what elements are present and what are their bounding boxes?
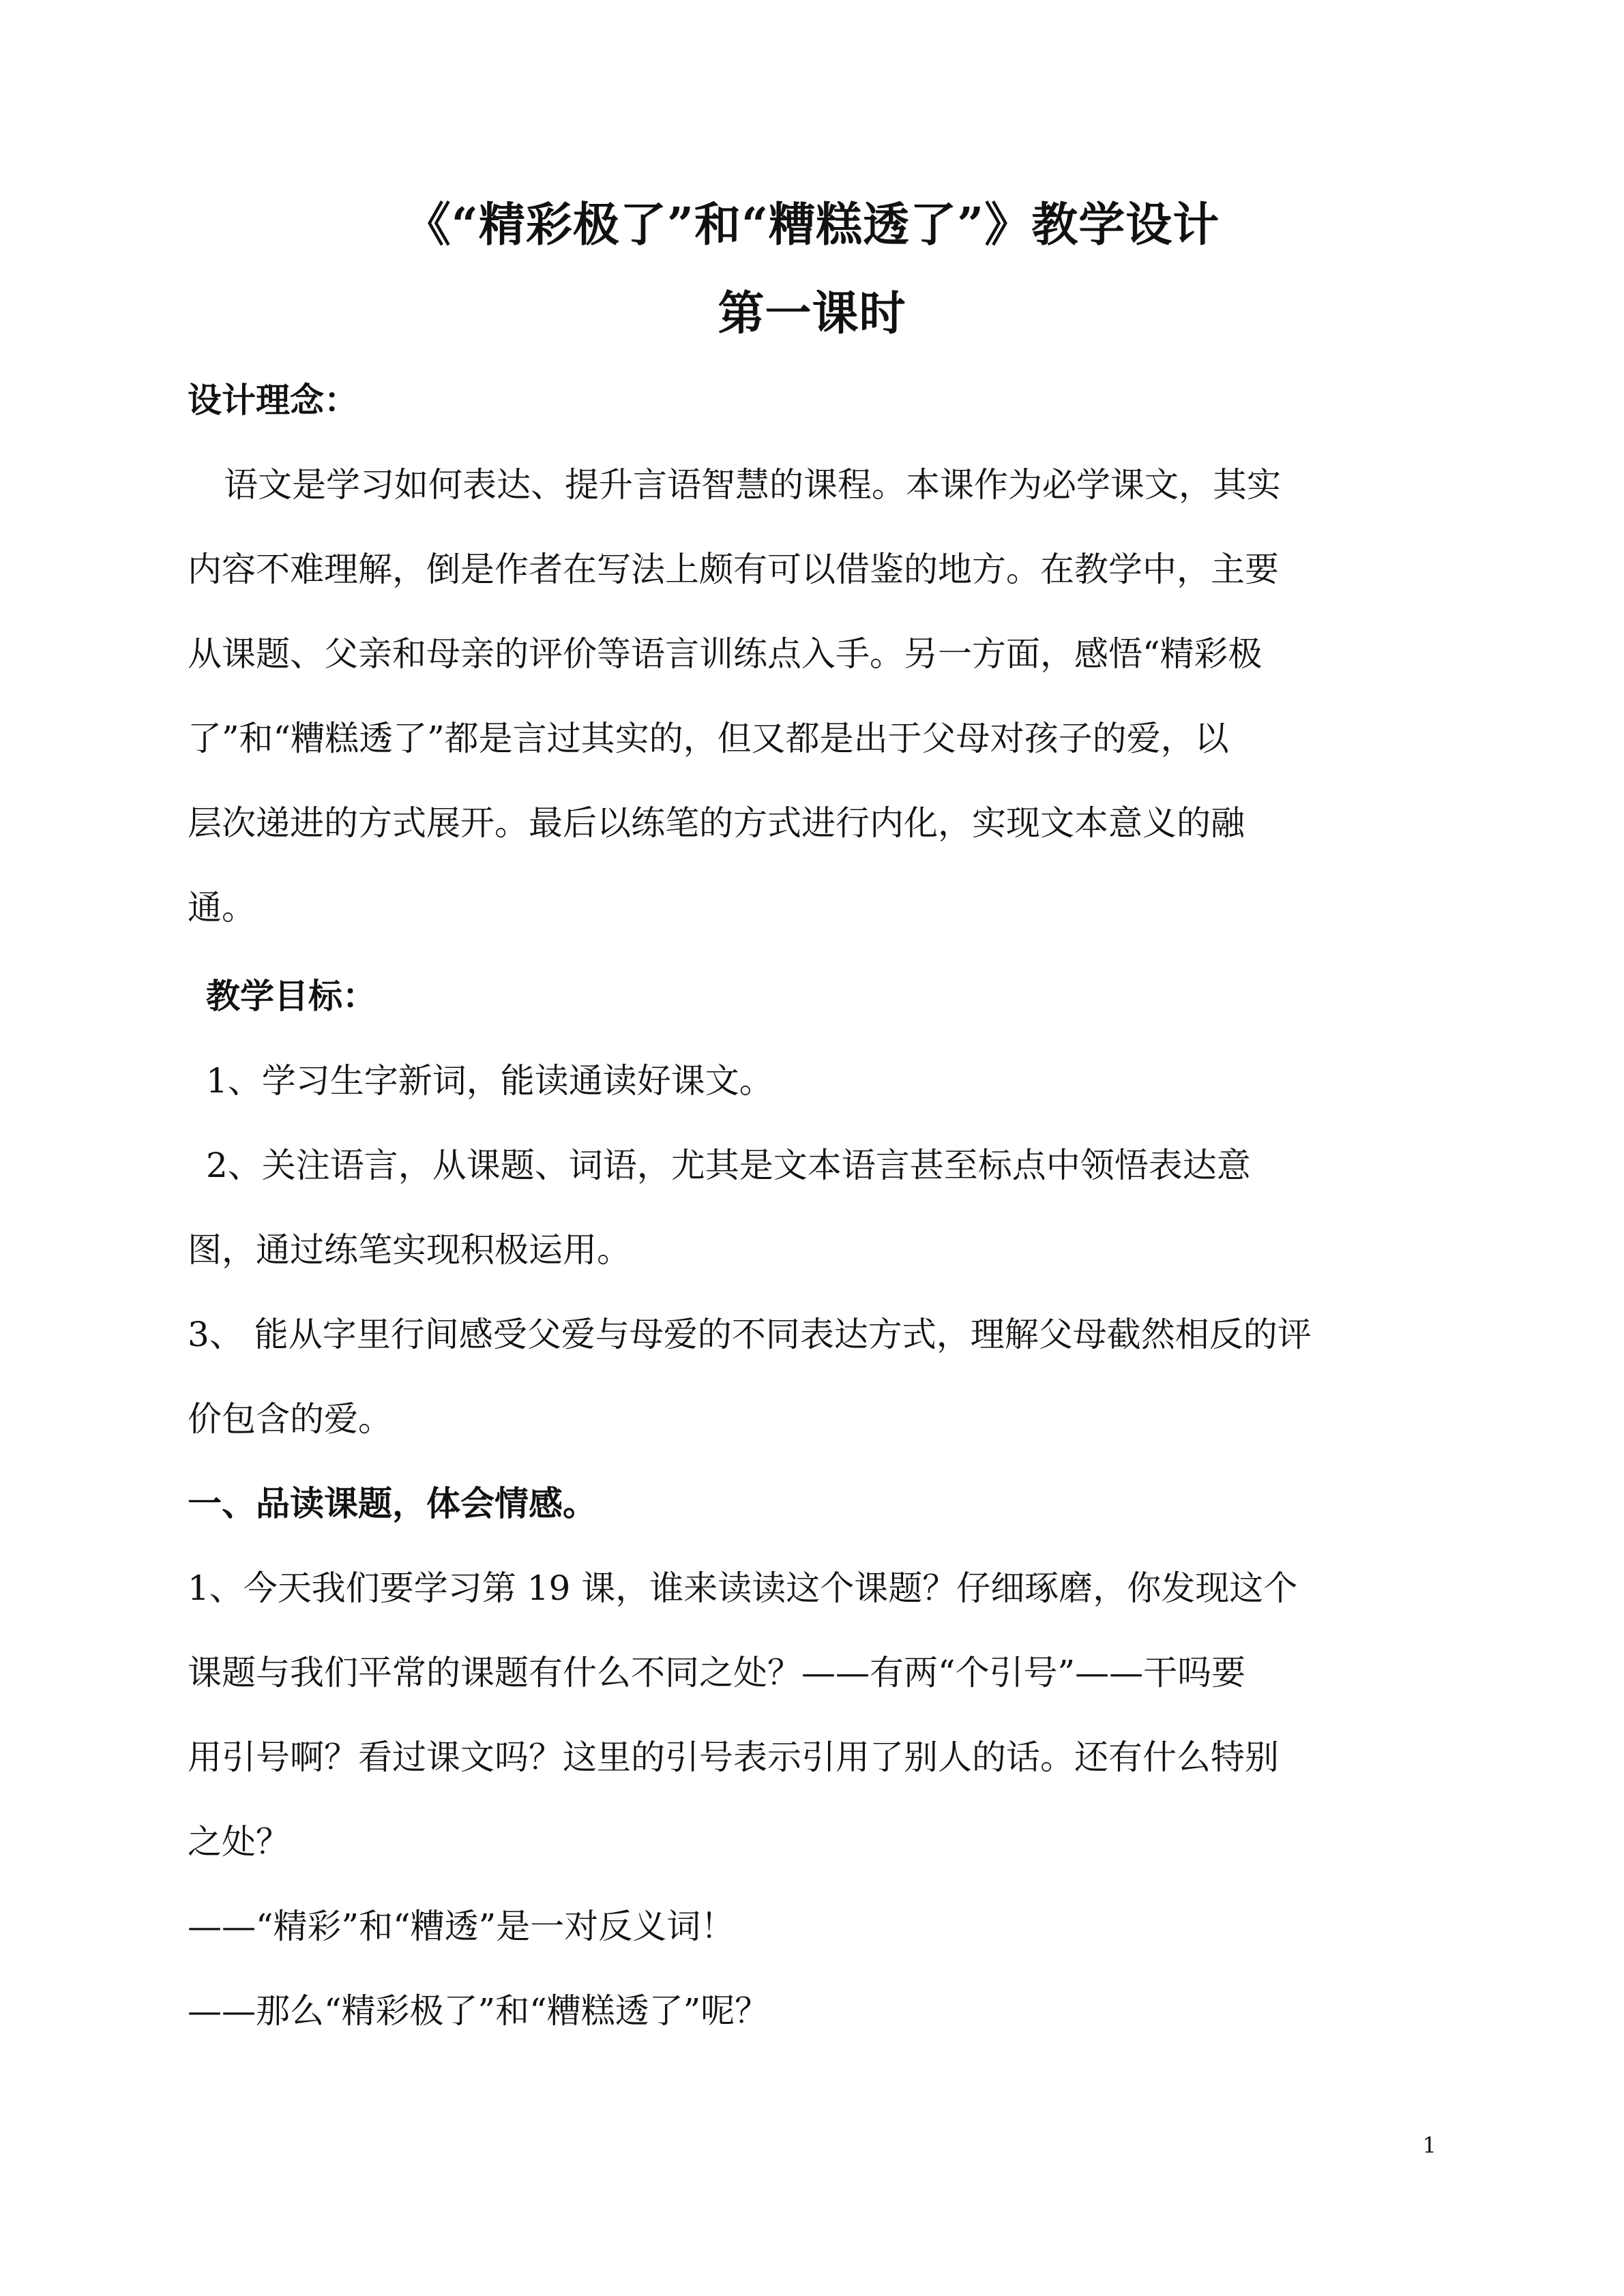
concept-heading: 设计理念： <box>188 380 358 420</box>
part1-line: 用引号啊？看过课文吗？这里的引号表示引用了别人的话。还有什么特别 <box>188 1738 1279 1777</box>
concept-line: 通。 <box>188 888 256 927</box>
part1-heading: 一、品读课题，体会情感。 <box>188 1483 597 1523</box>
goal-item: 1、学习生字新词，能读通读好课文。 <box>206 1061 773 1101</box>
concept-line: 内容不难理解，倒是作者在写法上颇有可以借鉴的地方。在教学中，主要 <box>188 550 1279 589</box>
goals-heading: 教学目标： <box>206 976 377 1016</box>
goal-item: 3、 能从字里行间感受父爱与母爱的不同表达方式，理解父母截然相反的评 <box>188 1315 1312 1354</box>
goal-item-continued: 图，通过练笔实现积极运用。 <box>188 1230 631 1270</box>
page-number: 1 <box>1422 2132 1436 2158</box>
document-title: 《“精彩极了”和“糟糕透了”》教学设计 <box>404 198 1220 252</box>
concept-line: 层次递进的方式展开。最后以练笔的方式进行内化，实现文本意义的融 <box>188 803 1245 843</box>
concept-line: 语文是学习如何表达、提升言语智慧的课程。本课作为必学课文，其实 <box>224 465 1281 505</box>
part1-line: 1、今天我们要学习第 19 课，谁来读读这个课题？仔细琢磨，你发现这个 <box>188 1568 1298 1608</box>
goal-item-continued: 价包含的爱。 <box>188 1399 392 1439</box>
part1-line: 课题与我们平常的课题有什么不同之处？——有两“个引号”——干吗要 <box>188 1653 1246 1693</box>
concept-line: 从课题、父亲和母亲的评价等语言训练点入手。另一方面，感悟“精彩极 <box>188 634 1263 674</box>
part1-line: ——那么“精彩极了”和“糟糕透了”呢？ <box>188 1991 769 2031</box>
goal-item: 2、关注语言，从课题、词语，尤其是文本语言甚至标点中领悟表达意 <box>206 1146 1251 1185</box>
part1-line: 之处？ <box>188 1822 290 1862</box>
lesson-subtitle: 第一课时 <box>718 286 906 341</box>
concept-line: 了”和“糟糕透了”都是言过其实的，但又都是出于父母对孩子的爱，以 <box>188 719 1229 758</box>
part1-line: ——“精彩”和“糟透”是一对反义词！ <box>188 1907 735 1946</box>
